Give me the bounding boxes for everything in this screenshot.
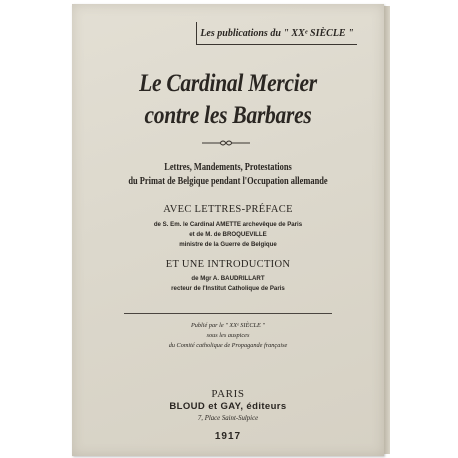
title-line-1: Le Cardinal Mercier xyxy=(139,70,317,97)
title-line-2: contre les Barbares xyxy=(144,102,312,129)
published-line-2: sous les auspices xyxy=(206,332,250,339)
book-cover xyxy=(72,4,384,456)
divider xyxy=(124,313,332,314)
publication-year: 1917 xyxy=(214,431,242,442)
published-line-3: du Comité catholique de Propagande française xyxy=(168,342,288,349)
publisher-address: 7, Place Saint-Sulpice xyxy=(197,415,259,422)
ornament-icon xyxy=(200,138,252,148)
preface-line-2: et de M. de BROQUEVILLE xyxy=(189,231,267,238)
publisher: BLOUD et GAY, éditeurs xyxy=(169,401,287,412)
city: PARIS xyxy=(211,388,245,400)
preface-line-1: de S. Em. le Cardinal AMETTE archevêque de Paris xyxy=(153,221,303,228)
introduction-heading: ET UNE INTRODUCTION xyxy=(165,259,291,270)
preface-heading: AVEC LETTRES-PRÉFACE xyxy=(163,204,293,215)
series-label: Les publications du " XXᵉ SIÈCLE " xyxy=(196,22,357,45)
subtitle-line-1: Lettres, Mandements, Protestations xyxy=(164,162,292,173)
preface-line-3: ministre de la Guerre de Belgique xyxy=(179,241,277,248)
published-line-1: Publié par le " XXᵉ SIÈCLE " xyxy=(190,322,266,329)
subtitle-line-2: du Primat de Belgique pendant l'Occupation allemande xyxy=(128,176,328,187)
introduction-line-1: de Mgr A. BAUDRILLART xyxy=(191,275,265,282)
introduction-line-2: recteur de l'Institut Catholique de Paris xyxy=(171,285,285,292)
